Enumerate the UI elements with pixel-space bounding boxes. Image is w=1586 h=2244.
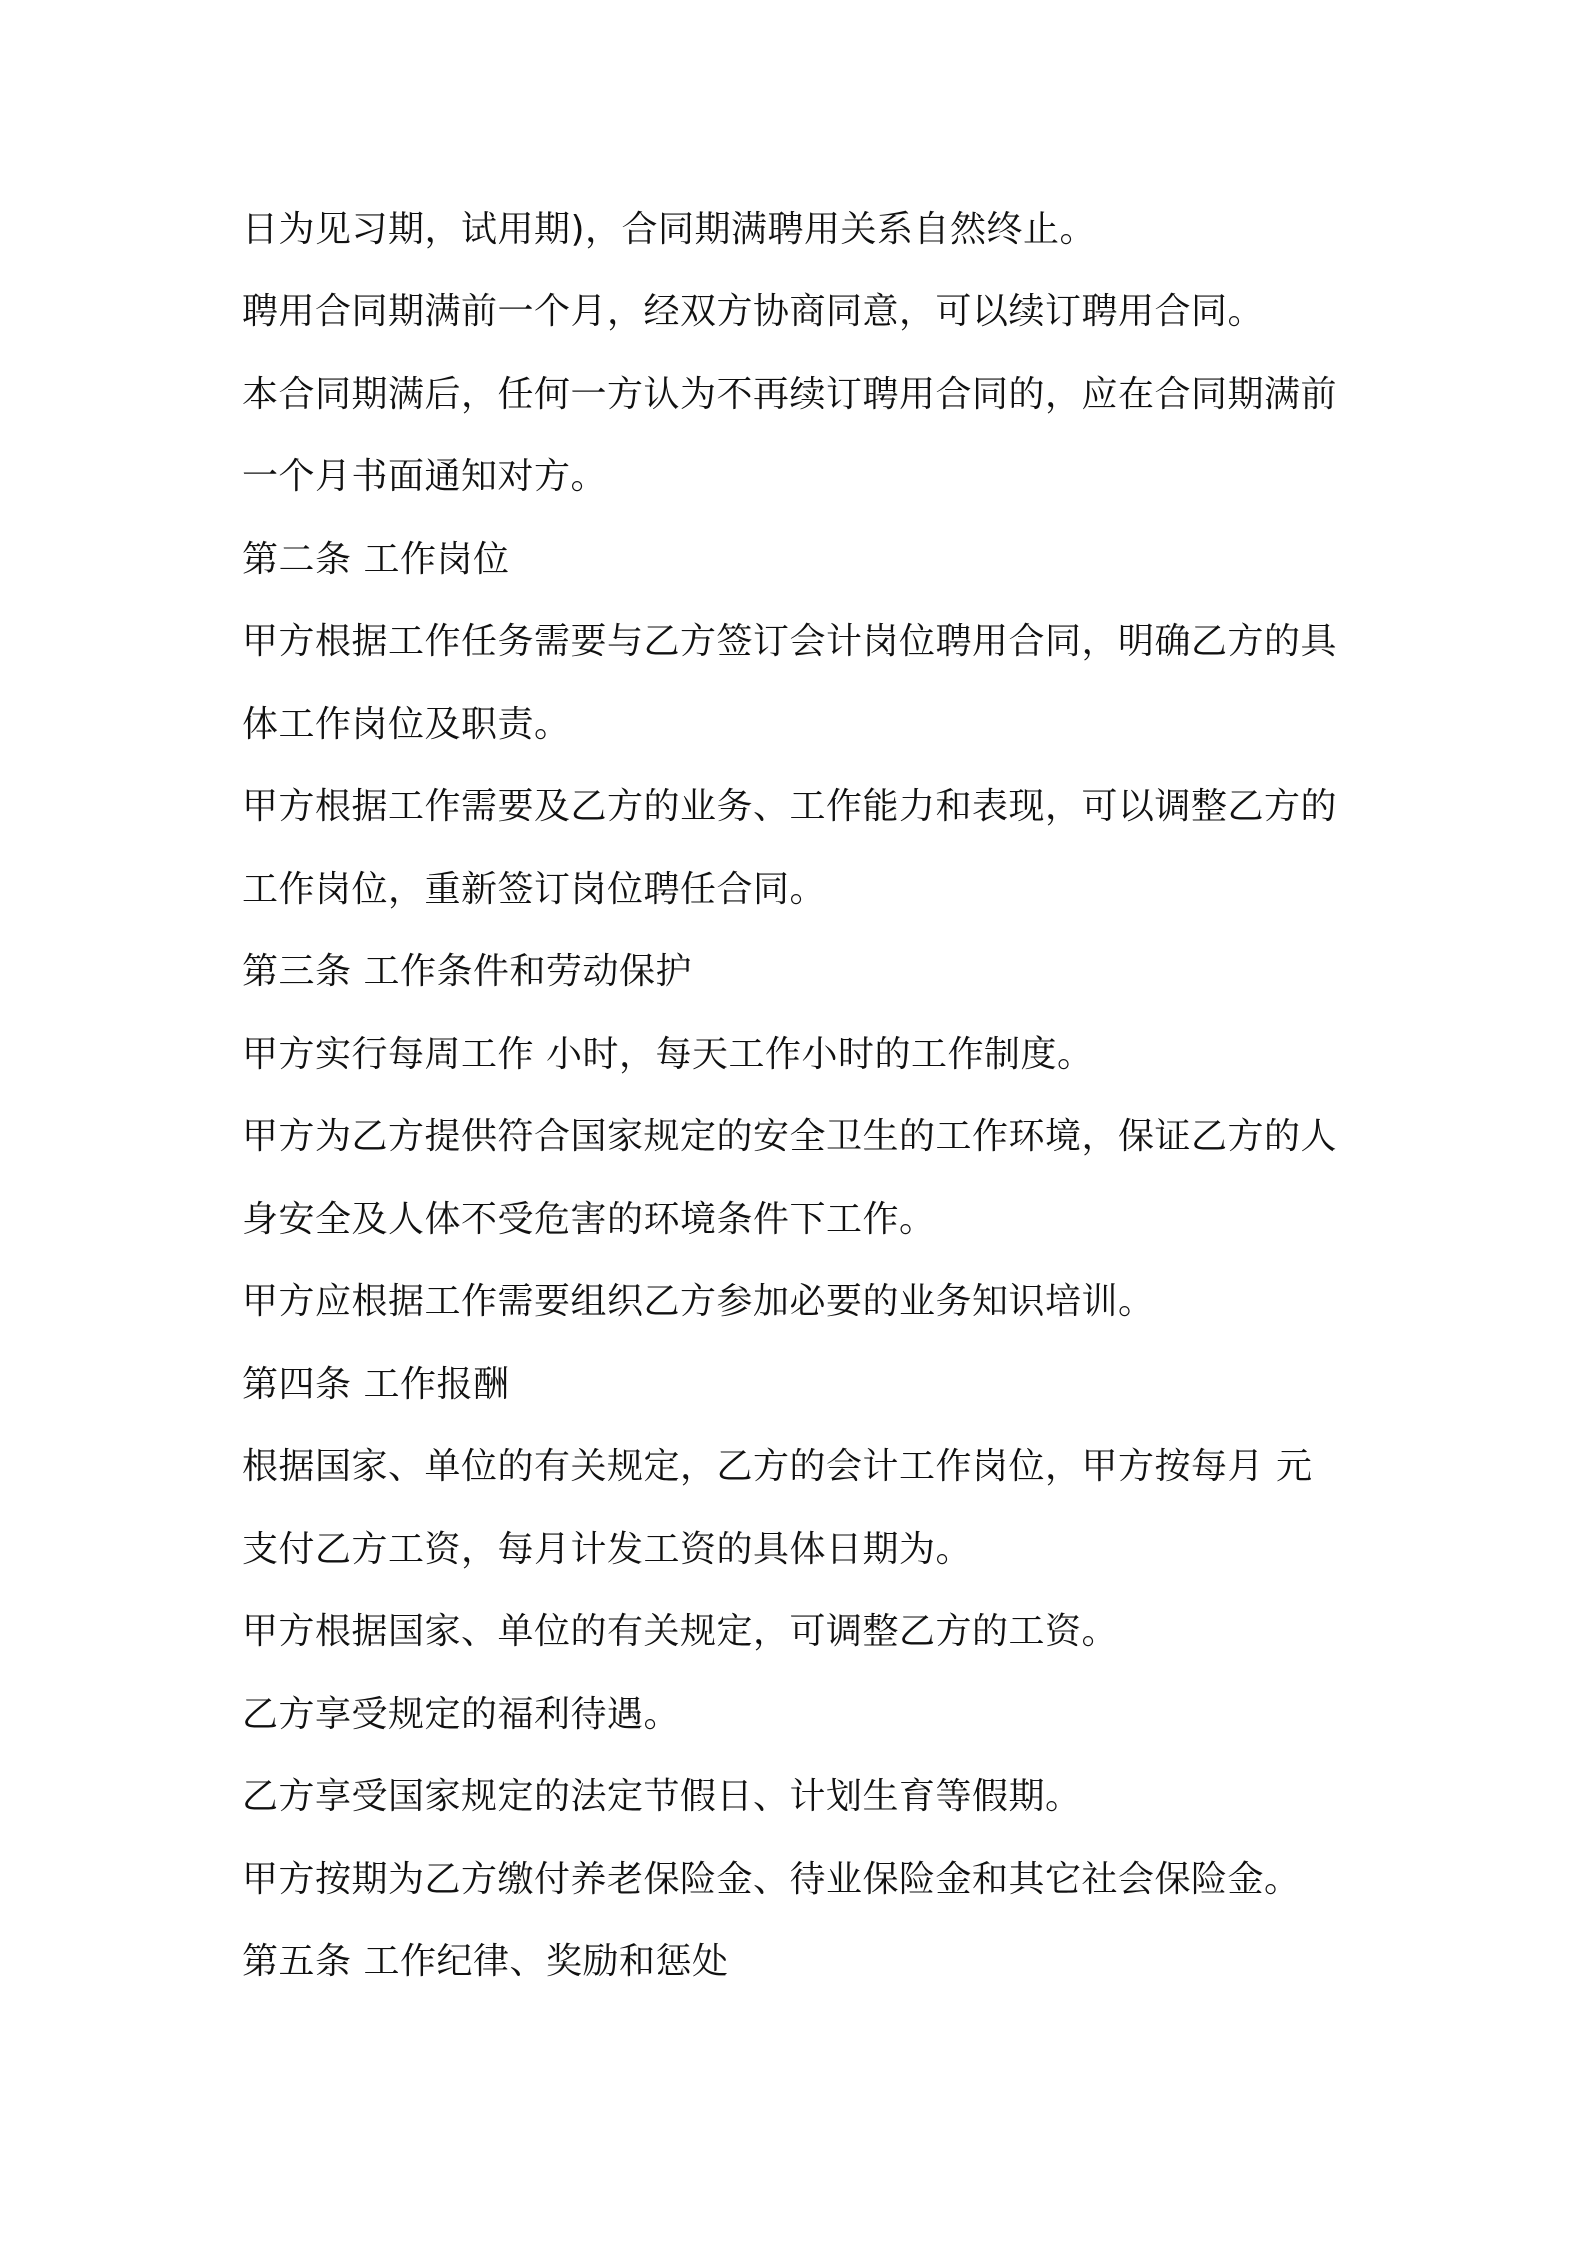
text-line: 体工作岗位及职责。 [242, 704, 571, 745]
section-heading: 第三条 工作条件和劳动保护 [242, 951, 692, 992]
text-line: 甲方为乙方提供符合国家规定的安全卫生的工作环境，保证乙方的人 [242, 1116, 1338, 1157]
text-line: 支付乙方工资，每月计发工资的具体日期为。 [242, 1529, 973, 1570]
text-line: 甲方根据国家、单位的有关规定，可调整乙方的工资。 [242, 1611, 1119, 1652]
text-line: 本合同期满后，任何一方认为不再续订聘用合同的，应在合同期满前 [242, 374, 1338, 415]
text-line: 甲方根据工作任务需要与乙方签订会计岗位聘用合同，明确乙方的具 [242, 621, 1338, 662]
text-line: 日为见习期，试用期)，合同期满聘用关系自然终止。 [242, 209, 1097, 250]
section-heading: 第四条 工作报酬 [242, 1364, 510, 1405]
text-line: 工作岗位，重新签订岗位聘任合同。 [242, 869, 827, 910]
text-line: 甲方根据工作需要及乙方的业务、工作能力和表现，可以调整乙方的 [242, 786, 1338, 827]
section-heading: 第二条 工作岗位 [242, 539, 510, 580]
text-line: 根据国家、单位的有关规定，乙方的会计工作岗位，甲方按每月 元 [242, 1446, 1313, 1487]
text-line: 聘用合同期满前一个月，经双方协商同意，可以续订聘用合同。 [242, 291, 1265, 332]
text-line: 甲方按期为乙方缴付养老保险金、待业保险金和其它社会保险金。 [242, 1859, 1301, 1900]
section-heading: 第五条 工作纪律、奖励和惩处 [242, 1941, 729, 1982]
text-line: 身安全及人体不受危害的环境条件下工作。 [242, 1199, 936, 1240]
text-line: 乙方享受规定的福利待遇。 [242, 1694, 681, 1735]
text-line: 甲方应根据工作需要组织乙方参加必要的业务知识培训。 [242, 1281, 1155, 1322]
text-line: 甲方实行每周工作 小时，每天工作小时的工作制度。 [242, 1034, 1094, 1075]
text-line: 一个月书面通知对方。 [242, 456, 608, 497]
text-line: 乙方享受国家规定的法定节假日、计划生育等假期。 [242, 1776, 1082, 1817]
